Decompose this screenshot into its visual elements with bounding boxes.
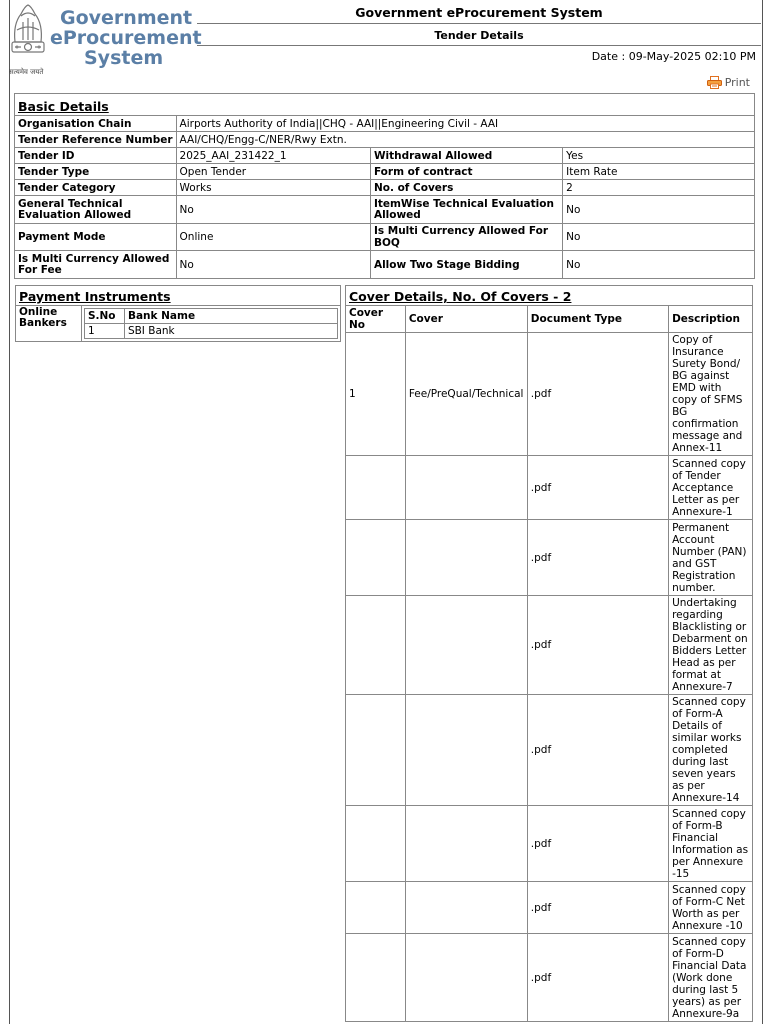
logo-line-2: eProcurement [50,27,202,49]
document-type: .pdf [527,520,668,596]
basic-value: No [176,251,370,279]
payment-instruments-table [15,285,341,342]
col-header-document-type: Document Type [527,306,668,333]
tender-ref-value: AAI/CHQ/Engg-C/NER/Rwy Extn. [176,132,754,148]
cover-no [346,456,406,520]
basic-label: Payment Mode [15,224,177,251]
org-chain-label: Organisation Chain [15,116,177,132]
basic-label: Tender Type [15,164,177,180]
payment-instruments-title: Payment Instruments [19,289,171,304]
basic-value: No [176,196,370,224]
cover-name: Fee/PreQual/Technical [405,333,527,456]
cover-no: 1 [346,333,406,456]
page-title: Government eProcurement System [197,0,761,24]
printer-icon [707,76,722,89]
national-emblem-icon [5,2,51,76]
table-row [346,806,753,882]
bank-sno: 1 [84,324,124,339]
col-header-cover: Cover [405,306,527,333]
table-row [346,882,753,934]
table-row [84,324,337,339]
logo-line-1: Government [60,7,193,29]
document-type: .pdf [527,333,668,456]
col-header-bank-name: Bank Name [124,309,337,324]
basic-value: Yes [563,148,755,164]
basic-label: Is Multi Currency Allowed For BOQ [370,224,562,251]
cover-name [405,456,527,520]
logo-text [50,7,202,69]
cover-details-table [345,285,753,1022]
page-subtitle: Tender Details [197,24,761,46]
cover-name [405,596,527,695]
basic-label: Is Multi Currency Allowed For Fee [15,251,177,279]
table-row [346,456,753,520]
document-type: .pdf [527,456,668,520]
print-label: Print [724,76,750,89]
cover-no [346,596,406,695]
col-header-description: Description [669,306,753,333]
basic-value: 2 [563,180,755,196]
basic-value: Item Rate [563,164,755,180]
basic-label: Form of contract [370,164,562,180]
table-row [346,333,753,456]
table-row [346,934,753,1022]
cover-no [346,934,406,1022]
cover-name [405,806,527,882]
basic-value: No [563,251,755,279]
basic-value: 2025_AAI_231422_1 [176,148,370,164]
basic-value: Open Tender [176,164,370,180]
basic-details-title: Basic Details [18,98,109,114]
org-chain-value: Airports Authority of India||CHQ - AAI||Engineering Civil - AAI [176,116,754,132]
basic-label: No. of Covers [370,180,562,196]
cover-description: Scanned copy of Form-A Details of similar works completed during last seven years as per Annexure-14 [669,695,753,806]
document-type: .pdf [527,596,668,695]
cover-description: Undertaking regarding Blacklisting or Debarment on Bidders Letter Head as per format at Annexure-7 [669,596,753,695]
cover-no [346,695,406,806]
online-bankers-label: Online Bankers [16,306,82,342]
cover-name [405,520,527,596]
cover-no [346,520,406,596]
basic-label: Withdrawal Allowed [370,148,562,164]
cover-description: Scanned copy of Form-C Net Worth as per Annexure -10 [669,882,753,934]
table-row [346,596,753,695]
emblem-motto: सत्यमेव जयते [9,68,44,76]
basic-details-table [14,93,755,279]
document-type: .pdf [527,934,668,1022]
cover-name [405,695,527,806]
print-button[interactable] [707,76,750,89]
basic-value: Works [176,180,370,196]
cover-no [346,806,406,882]
basic-label: Tender Category [15,180,177,196]
col-header-cover-no: Cover No [346,306,406,333]
cover-no [346,882,406,934]
cover-name [405,934,527,1022]
bankers-table [84,308,338,339]
document-type: .pdf [527,695,668,806]
cover-description: Permanent Account Number (PAN) and GST Registration number. [669,520,753,596]
basic-label: ItemWise Technical Evaluation Allowed [370,196,562,224]
cover-description: Scanned copy of Tender Acceptance Letter as per Annexure-1 [669,456,753,520]
cover-name [405,882,527,934]
gepnic-logo [5,2,202,78]
basic-value: No [563,196,755,224]
cover-description: Copy of Insurance Surety Bond/ BG against EMD with copy of SFMS BG confirmation message and Annex-11 [669,333,753,456]
cover-details-title: Cover Details, No. Of Covers - 2 [349,289,572,304]
basic-label: General Technical Evaluation Allowed [15,196,177,224]
basic-value: No [563,224,755,251]
basic-label: Tender ID [15,148,177,164]
report-date: Date : 09-May-2025 02:10 PM [591,50,756,63]
document-type: .pdf [527,882,668,934]
table-row [346,520,753,596]
basic-label: Allow Two Stage Bidding [370,251,562,279]
basic-value: Online [176,224,370,251]
cover-description: Scanned copy of Form-D Financial Data (Work done during last 5 years) as per Annexure-9a [669,934,753,1022]
cover-description: Scanned copy of Form-B Financial Information as per Annexure -15 [669,806,753,882]
document-type: .pdf [527,806,668,882]
bank-name: SBI Bank [124,324,337,339]
tender-ref-label: Tender Reference Number [15,132,177,148]
col-header-sno: S.No [84,309,124,324]
table-row [346,695,753,806]
logo-line-3: System [84,47,164,69]
